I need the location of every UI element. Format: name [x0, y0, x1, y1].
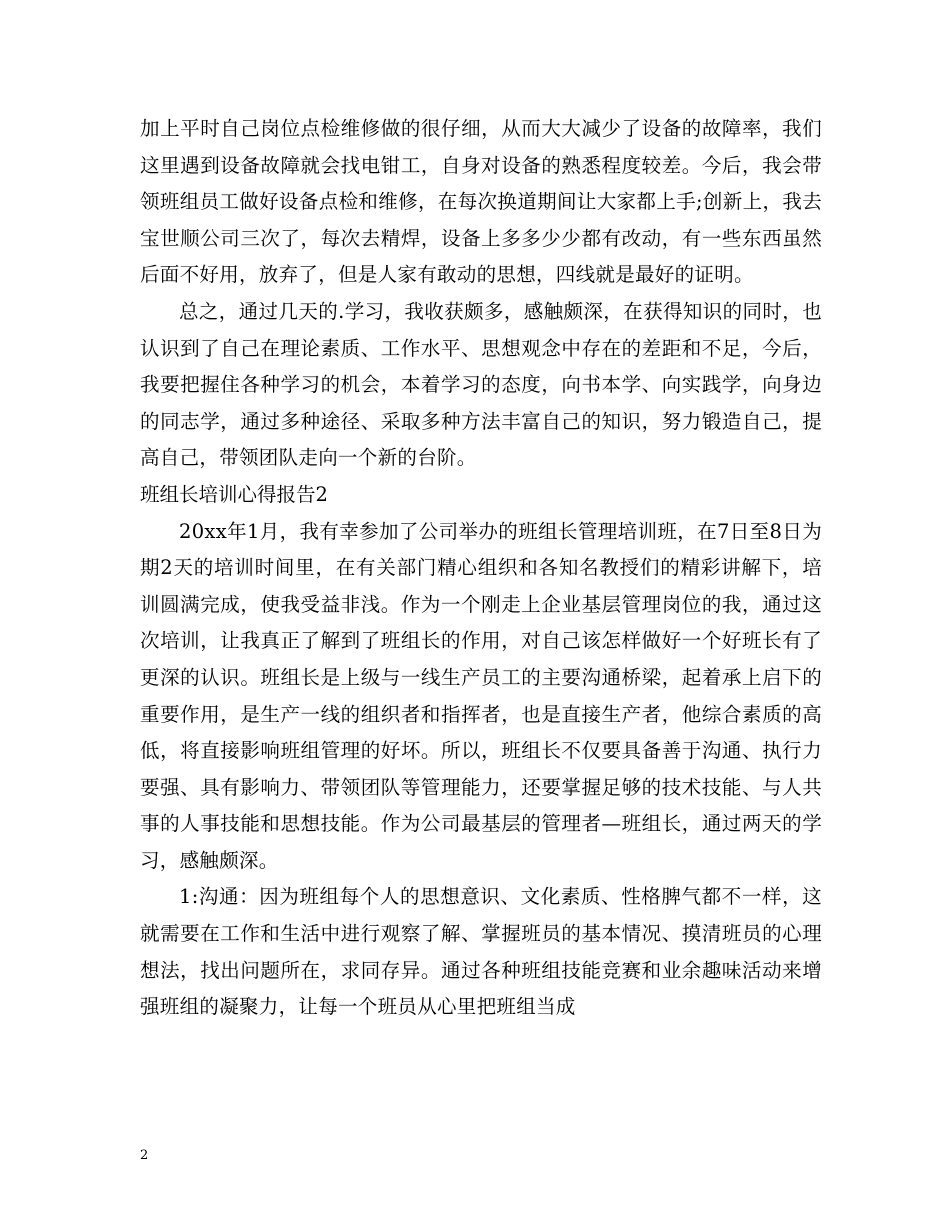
- paragraph-training-intro: 20xx年1月，我有幸参加了公司举办的班组长管理培训班，在7日至8日为期2天的培训时间里，在有关部门精心组织和各知名教授们的精彩讲解下，培训圆满完成，使我受益非浅。作为一个刚走上企业基层管理岗位的我，通过这次培训，让我真正了解到了班组长的作用，对自己该怎样做好一个好班长有了更深的认识。班组长是上级与一线生产员工的主要沟通桥梁，起着承上启下的重要作用，是生产一线的组织者和指挥者，也是直接生产者，他综合素质的高低，将直接影响班组管理的好坏。所以，班组长不仅要具备善于沟通、执行力要强、具有影响力、带领团队等管理能力，还要掌握足够的技术技能、与人共事的人事技能和思想技能。作为公司最基层的管理者—班组长，通过两天的学习，感触颇深。: [140, 519, 822, 872]
- section-heading: 班组长培训心得报告2: [140, 482, 328, 506]
- document-body: [140, 111, 822, 1026]
- paragraph-summary: 总之，通过几天的.学习，我收获颇多，感触颇深，在获得知识的同时，也认识到了自己在理论素质、工作水平、思想观念中存在的差距和不足，今后，我要把握住各种学习的机会，本着学习的态度，向书本学、向实践学，向身边的同志学，通过多种途径、采取多种方法丰富自己的知识，努力锻造自己，提高自己，带领团队走向一个新的台阶。: [140, 299, 822, 470]
- paragraph-continuation: 加上平时自己岗位点检维修做的很仔细，从而大大减少了设备的故障率，我们这里遇到设备故障就会找电钳工，自身对设备的熟悉程度较差。今后，我会带领班组员工做好设备点检和维修，在每次换道期间让大家都上手;创新上，我去宝世顺公司三次了，每次去精焊，设备上多多少少都有改动，有一些东西虽然后面不好用，放弃了，但是人家有敢动的思想，四线就是最好的证明。: [140, 117, 822, 287]
- page-number: 2: [140, 1148, 149, 1163]
- paragraph-communication: 1:沟通：因为班组每个人的思想意识、文化素质、性格脾气都不一样，这就需要在工作和生活中进行观察了解、掌握班员的基本情况、摸清班员的心理想法，找出问题所在，求同存异。通过各种班组技能竞赛和业余趣味活动来增强班组的凝聚力，让每一个班员从心里把班组当成: [140, 885, 822, 1019]
